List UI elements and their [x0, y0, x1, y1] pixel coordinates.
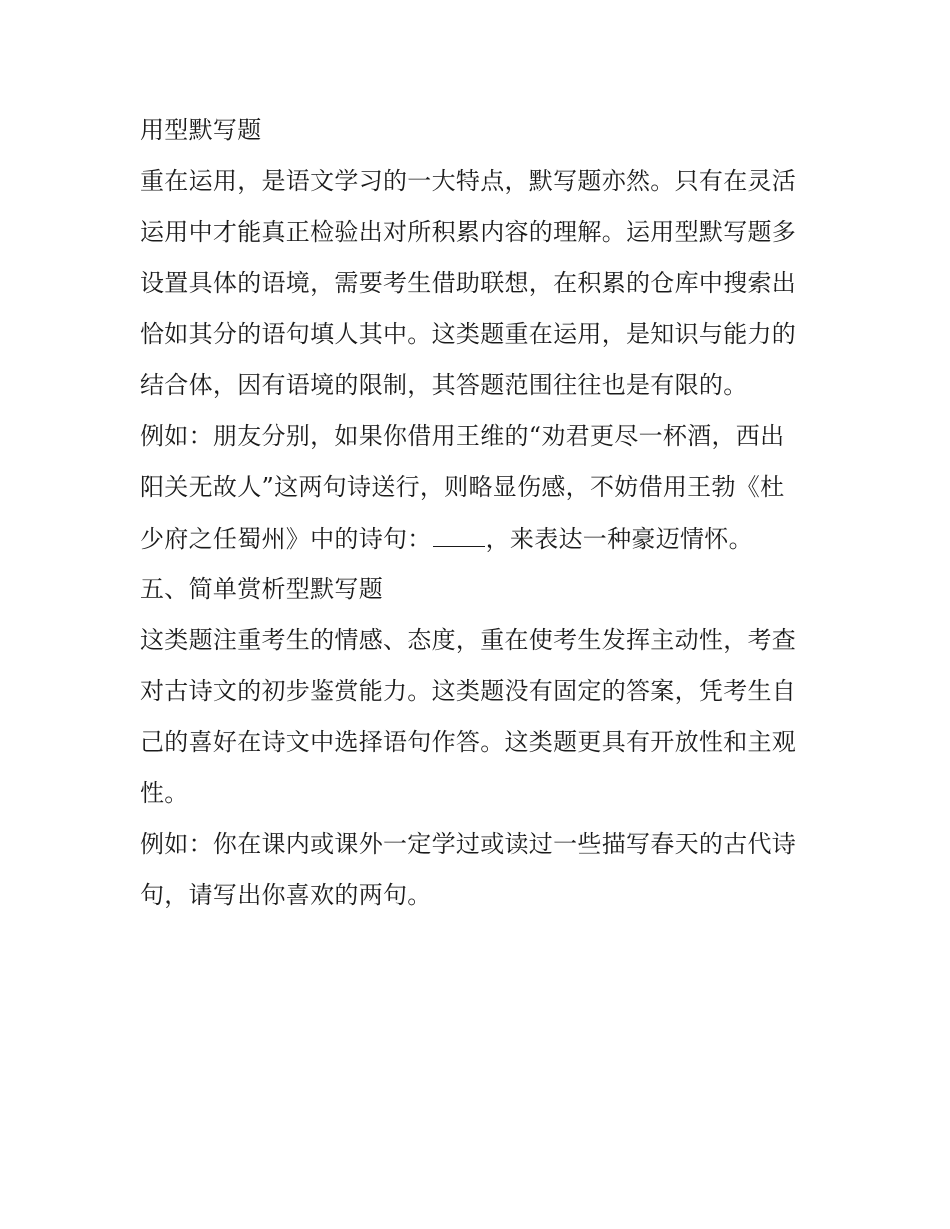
paragraph-line: 结合体，因有语境的限制，其答题范围往往也是有限的。: [140, 371, 748, 399]
section-heading-usage: 用型默写题: [140, 116, 262, 144]
section-heading-appreciation: 五、简单赏析型默写题: [140, 575, 383, 603]
paragraph-line: 设置具体的语境，需要考生借助联想，在积累的仓库中搜索出: [140, 269, 797, 297]
paragraph-appreciation: [140, 618, 820, 822]
paragraph-line: 恰如其分的语句填人其中。这类题重在运用，是知识与能力的: [140, 320, 797, 348]
example-line: 例如：你在课内或课外一定学过或读过一些描写春天的古代诗: [140, 830, 797, 858]
example-line: 例如：朋友分别，如果你借用王维的“劝君更尽一杯酒，西出: [140, 422, 785, 450]
example-usage: [140, 414, 820, 567]
paragraph-line: 重在运用，是语文学习的一大特点，默写题亦然。只有在灵活: [140, 167, 797, 195]
paragraph-line: 性。: [140, 779, 189, 807]
paragraph-line: 运用中才能真正检验出对所积累内容的理解。运用型默写题多: [140, 218, 797, 246]
document-body: [140, 108, 820, 924]
example-line: 句，请写出你喜欢的两句。: [140, 881, 432, 909]
example-text-after-blank: ，来表达一种豪迈情怀。: [485, 525, 753, 553]
example-line-with-blank: [140, 516, 820, 567]
example-appreciation: [140, 822, 820, 924]
paragraph-usage: [140, 159, 820, 414]
fill-in-blank: [433, 516, 485, 547]
paragraph-line: 这类题注重考生的情感、态度，重在使考生发挥主动性，考查: [140, 626, 797, 654]
example-line: 阳关无故人”这两句诗送行，则略显伤感，不妨借用王勃《杜: [140, 473, 785, 501]
paragraph-line: 对古诗文的初步鉴赏能力。这类题没有固定的答案，凭考生自: [140, 677, 797, 705]
paragraph-line: 己的喜好在诗文中选择语句作答。这类题更具有开放性和主观: [140, 728, 797, 756]
example-text-before-blank: 少府之任蜀州》中的诗句：: [140, 525, 432, 553]
